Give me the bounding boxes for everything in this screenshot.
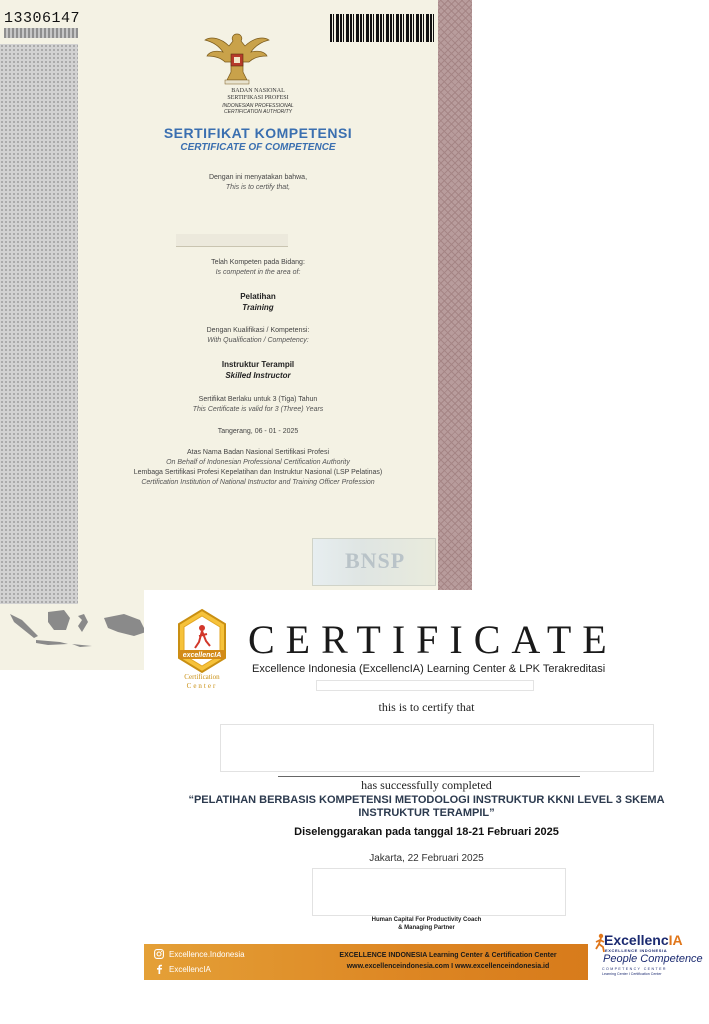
held-dates: Diselenggarakan pada tanggal 18-21 Februari 2025 bbox=[294, 826, 559, 838]
certificate-number-redacted bbox=[316, 680, 534, 691]
brand-name-part2: IA bbox=[668, 932, 683, 948]
excellencia-badge-icon bbox=[175, 608, 229, 692]
footer-center bbox=[314, 950, 582, 972]
svg-text:excellencIA: excellencIA bbox=[182, 652, 222, 659]
qualification-value-en: Skilled Instructor bbox=[225, 371, 291, 380]
lsp-en: Certification Institution of National Instructor and Training Officer Profession bbox=[141, 479, 375, 486]
security-band-right bbox=[438, 0, 472, 670]
field-value-id: Pelatihan bbox=[240, 292, 276, 301]
brand-tag: EXCELLENCE INDONESIA bbox=[605, 948, 668, 953]
validity-id: Sertifikat Berlaku untuk 3 (Tiga) Tahun bbox=[198, 396, 318, 403]
footer-org: EXCELLENCE INDONESIA Learning Center & Certification Center bbox=[339, 952, 557, 959]
behalf-en: On Behalf of Indonesian Professional Certification Authority bbox=[166, 459, 350, 466]
indonesia-map-icon bbox=[8, 604, 148, 648]
bnsp-certificate bbox=[0, 0, 472, 670]
field-label-en: Is competent in the area of: bbox=[215, 269, 301, 276]
recipient-name-redacted bbox=[176, 234, 288, 247]
certify-text: this is to certify that bbox=[378, 700, 475, 714]
excellencia-certificate bbox=[144, 590, 709, 1024]
serial-strip bbox=[4, 28, 78, 38]
badge-line2: Center bbox=[186, 682, 218, 690]
signer-title-line2: & Managing Partner bbox=[398, 925, 455, 931]
place-date: Tangerang, 06 - 01 - 2025 bbox=[217, 428, 299, 435]
place-date: Jakarta, 22 Februari 2025 bbox=[369, 853, 484, 864]
serial-number: 13306147 bbox=[4, 10, 81, 27]
brand-name bbox=[604, 932, 683, 948]
certificate-title-en: CERTIFICATE OF COMPETENCE bbox=[180, 142, 336, 153]
brand-sub: Learning Center I Certification Center bbox=[602, 972, 662, 976]
validity-en: This Certificate is valid for 3 (Three) Years bbox=[192, 406, 324, 413]
signer-title-line1: Human Capital For Productivity Coach bbox=[371, 917, 482, 923]
authority-id-line2: SERTIFIKASI PROFESI bbox=[227, 95, 289, 101]
lsp-id: Lembaga Sertifikasi Profesi Kepelatihan dan Instruktur Nasional (LSP Pelatinas) bbox=[133, 469, 383, 476]
certificate-title: SERTIFIKAT KOMPETENSI bbox=[163, 125, 353, 141]
course-title-line2: INSTRUKTUR TERAMPIL” bbox=[358, 807, 495, 819]
name-underline bbox=[278, 776, 580, 777]
course-title bbox=[164, 794, 689, 820]
recipient-name-redacted bbox=[220, 724, 654, 772]
brand-name-part1: Excellenc bbox=[604, 932, 669, 948]
facebook-link[interactable] bbox=[154, 964, 211, 974]
brand-slogan: People Competence bbox=[603, 953, 703, 965]
certify-en: This is to certify that, bbox=[225, 184, 291, 191]
completed-text: has successfully completed bbox=[361, 778, 492, 792]
facebook-handle: ExcellencIA bbox=[169, 964, 211, 974]
field-label-id: Telah Kompeten pada Bidang: bbox=[211, 259, 305, 266]
footer-bar bbox=[144, 944, 588, 980]
authority-en-line2: CERTIFICATION AUTHORITY bbox=[224, 109, 292, 115]
certificate-subtitle: Excellence Indonesia (ExcellencIA) Learning Center & LPK Terakreditasi bbox=[252, 663, 606, 675]
signature-redacted bbox=[312, 868, 566, 916]
signer-title bbox=[144, 916, 709, 932]
barcode bbox=[330, 14, 434, 42]
instagram-link[interactable] bbox=[154, 949, 245, 959]
brand-center: COMPETENCY CENTER bbox=[602, 967, 667, 971]
footer-websites[interactable]: www.excellenceindonesia.com I www.excellenceindonesia.id bbox=[346, 963, 550, 970]
security-band-left bbox=[0, 44, 78, 604]
certificate-title: CERTIFICATE bbox=[248, 617, 618, 662]
qualification-label-en: With Qualification / Competency: bbox=[207, 337, 309, 344]
garuda-emblem-icon bbox=[203, 28, 271, 86]
instagram-icon bbox=[154, 949, 164, 959]
authority-en-line1: INDONESIAN PROFESSIONAL bbox=[222, 103, 294, 109]
field-value-en: Training bbox=[242, 303, 274, 312]
certify-id: Dengan ini menyatakan bahwa, bbox=[208, 174, 308, 181]
authority-id-line1: BADAN NASIONAL bbox=[231, 88, 285, 94]
course-title-line1: “PELATIHAN BERBASIS KOMPETENSI METODOLOGI INSTRUKTUR KKNI LEVEL 3 SKEMA bbox=[188, 794, 665, 806]
instagram-handle: Excellence.Indonesia bbox=[169, 949, 245, 959]
facebook-icon bbox=[154, 964, 164, 974]
qualification-label-id: Dengan Kualifikasi / Kompetensi: bbox=[206, 327, 310, 334]
qualification-value-id: Instruktur Terampil bbox=[221, 360, 295, 369]
seal-text: BNSP bbox=[345, 548, 406, 573]
badge-line1: Certification bbox=[184, 673, 220, 681]
behalf-id: Atas Nama Badan Nasional Sertifikasi Profesi bbox=[186, 449, 329, 456]
